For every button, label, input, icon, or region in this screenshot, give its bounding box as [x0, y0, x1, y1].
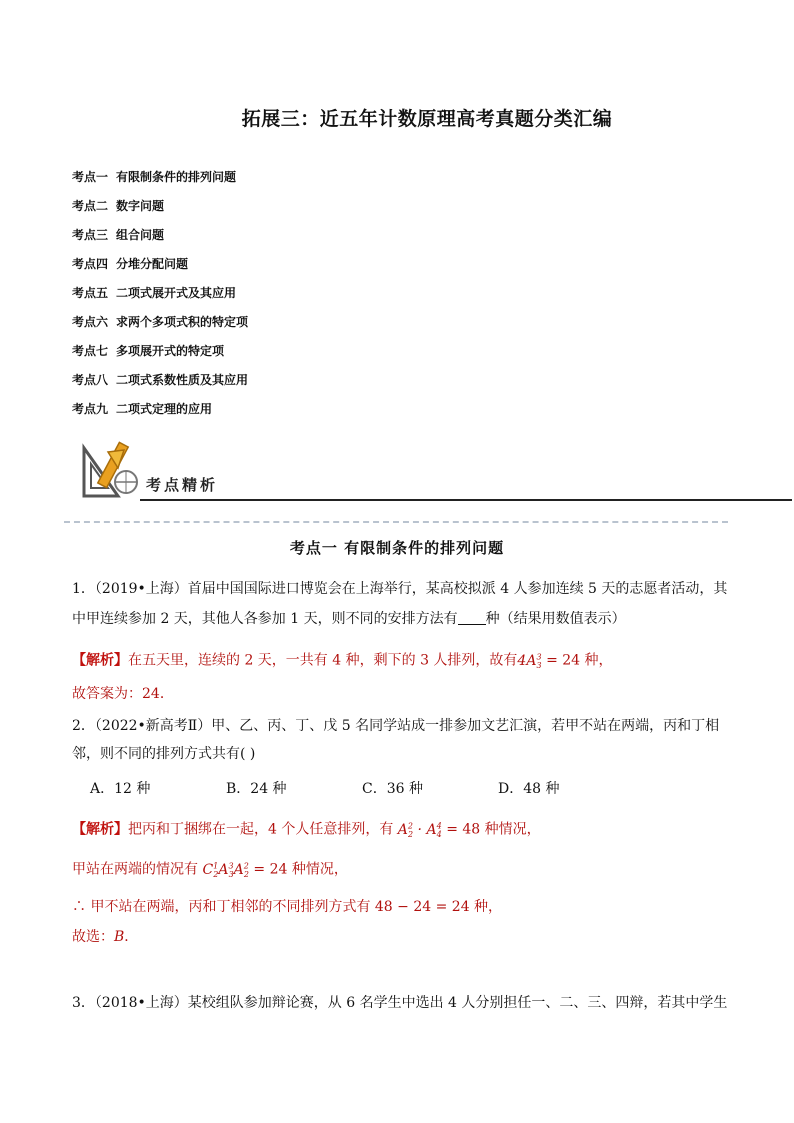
banner-label: 考点精析: [146, 476, 219, 494]
section-title: 考点一 有限制条件的排列问题: [289, 539, 505, 557]
page-title: 拓展三：近五年计数原理高考真题分类汇编: [241, 108, 613, 130]
topic-item: 考点八 二项式系数性质及其应用: [72, 373, 249, 387]
question-1-answer: 故答案为：24．: [72, 686, 174, 702]
topic-item: 考点二 数字问题: [72, 199, 165, 213]
topic-item: 考点七 多项展开式的特定项: [72, 344, 225, 358]
topic-item: 考点九 二项式定理的应用: [72, 402, 213, 416]
question-2-line-1: 2．（2022•新高考Ⅱ）甲、乙、丙、丁、戊 5 名同学站成一排参加文艺汇演，若甲不站在两端，丙和丁相: [72, 718, 720, 734]
option-b: B．24 种: [226, 781, 287, 797]
question-2-analysis-3: ∴ 甲不站在两端，丙和丁相邻的不同排列方式有 48 − 24 = 24 种，: [72, 899, 503, 915]
option-c: C．36 种: [362, 781, 423, 797]
topic-item: 考点三 组合问题: [72, 228, 165, 242]
topic-item: 考点五 二项式展开式及其应用: [72, 286, 237, 300]
math-expression: $4A^3_3$: [517, 652, 542, 671]
section-banner: [78, 438, 718, 504]
math-expression: $A^2_2 \cdot A^4_4$: [393, 821, 442, 840]
topic-item: 考点四 分堆分配问题: [72, 257, 189, 271]
question-1-analysis: 【解析】在五天里，连续的 2 天，一共有 4 种，剩下的 3 人排列，故有$4A^3_3 = 24$ 种，: [72, 652, 613, 671]
question-2-analysis-1: 【解析】把丙和丁捆绑在一起，4 个人任意排列，有 $A^2_2 \cdot A^4_4 = 48$ 种情况，: [72, 821, 541, 840]
question-1-line-2: 中甲连续参加 2 天，其他人各参加 1 天，则不同的安排方法有 种（结果用数值表示）: [72, 611, 626, 627]
question-1-line-1: 1．（2019•上海）首届中国国际进口博览会在上海举行，某高校拟派 4 人参加连续 5 天的志愿者活动，其: [72, 581, 728, 597]
topic-list: [72, 168, 248, 429]
question-3-line-1: 3．（2018•上海）某校组队参加辩论赛，从 6 名学生中选出 4 人分别担任一、二、三、四辩，若其中学生: [72, 995, 728, 1011]
topic-item: 考点六 求两个多项式积的特定项: [72, 315, 249, 329]
question-2-answer: 故选：B．: [72, 929, 139, 945]
geometry-tools-icon: [78, 438, 142, 498]
dashed-divider: [64, 521, 728, 523]
math-expression: $C^1_2A^3_3A^2_2$: [198, 861, 249, 880]
banner-underline: [140, 499, 792, 501]
option-d: D．48 种: [498, 781, 560, 797]
answer-blank: [458, 610, 486, 625]
option-a: A．12 种: [90, 781, 151, 797]
question-2-line-2: 邻，则不同的排列方式共有( ): [72, 746, 256, 762]
topic-item: 考点一 有限制条件的排列问题: [72, 170, 237, 184]
question-2-analysis-2: 甲站在两端的情况有 $C^1_2A^3_3A^2_2 = 24$ 种情况，: [72, 861, 348, 880]
